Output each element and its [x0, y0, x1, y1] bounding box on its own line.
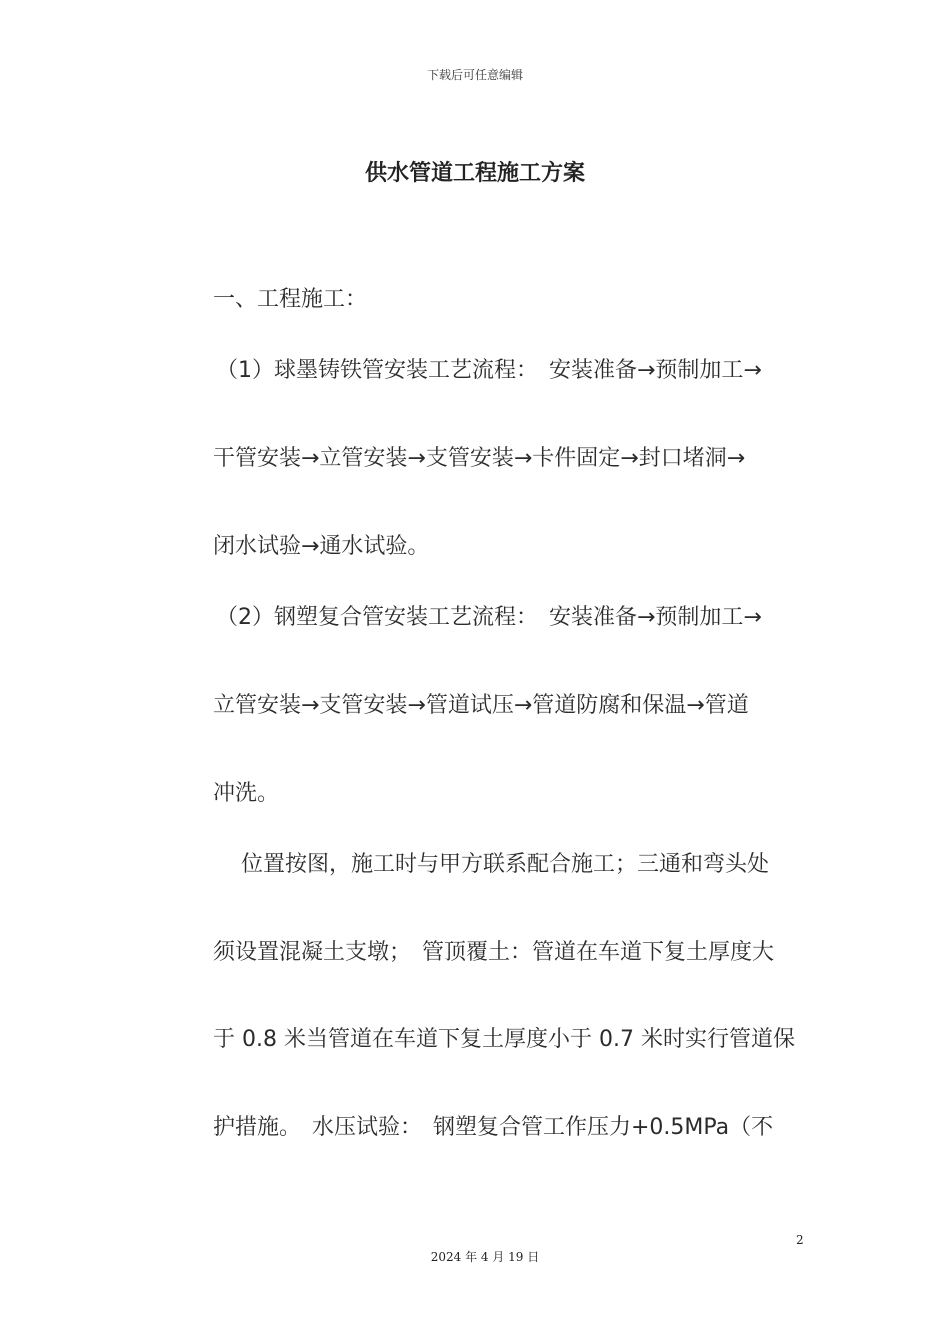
- page-number: 2: [796, 1233, 804, 1247]
- body-line: 冲洗。: [213, 781, 280, 806]
- body-line: （1）球墨铸铁管安装工艺流程： 安装准备→预制加工→: [216, 358, 762, 383]
- header-note: 下载后可任意编辑: [426, 68, 523, 82]
- body-line: 干管安装→立管安装→支管安装→卡件固定→封口堵洞→: [213, 446, 746, 471]
- section-heading: 一、工程施工：: [213, 287, 368, 312]
- body-line: 位置按图，施工时与甲方联系配合施工；三通和弯头处: [219, 852, 770, 877]
- body-line: （2）钢塑复合管安装工艺流程： 安装准备→预制加工→: [216, 605, 762, 630]
- body-line: 护措施。 水压试验： 钢塑复合管工作压力+0.5MPa（不: [213, 1115, 774, 1140]
- document-title: 供水管道工程施工方案: [364, 161, 585, 186]
- body-line: 于 0.8 米当管道在车道下复土厚度小于 0.7 米时实行管道保: [213, 1027, 795, 1052]
- body-line: 须设置混凝土支墩； 管顶覆土：管道在车道下复土厚度大: [213, 940, 775, 965]
- body-line: 立管安装→支管安装→管道试压→管道防腐和保温→管道: [213, 693, 749, 718]
- footer-date: 2024 年 4 月 19 日: [430, 1250, 540, 1264]
- body-line: 闭水试验→通水试验。: [213, 534, 430, 559]
